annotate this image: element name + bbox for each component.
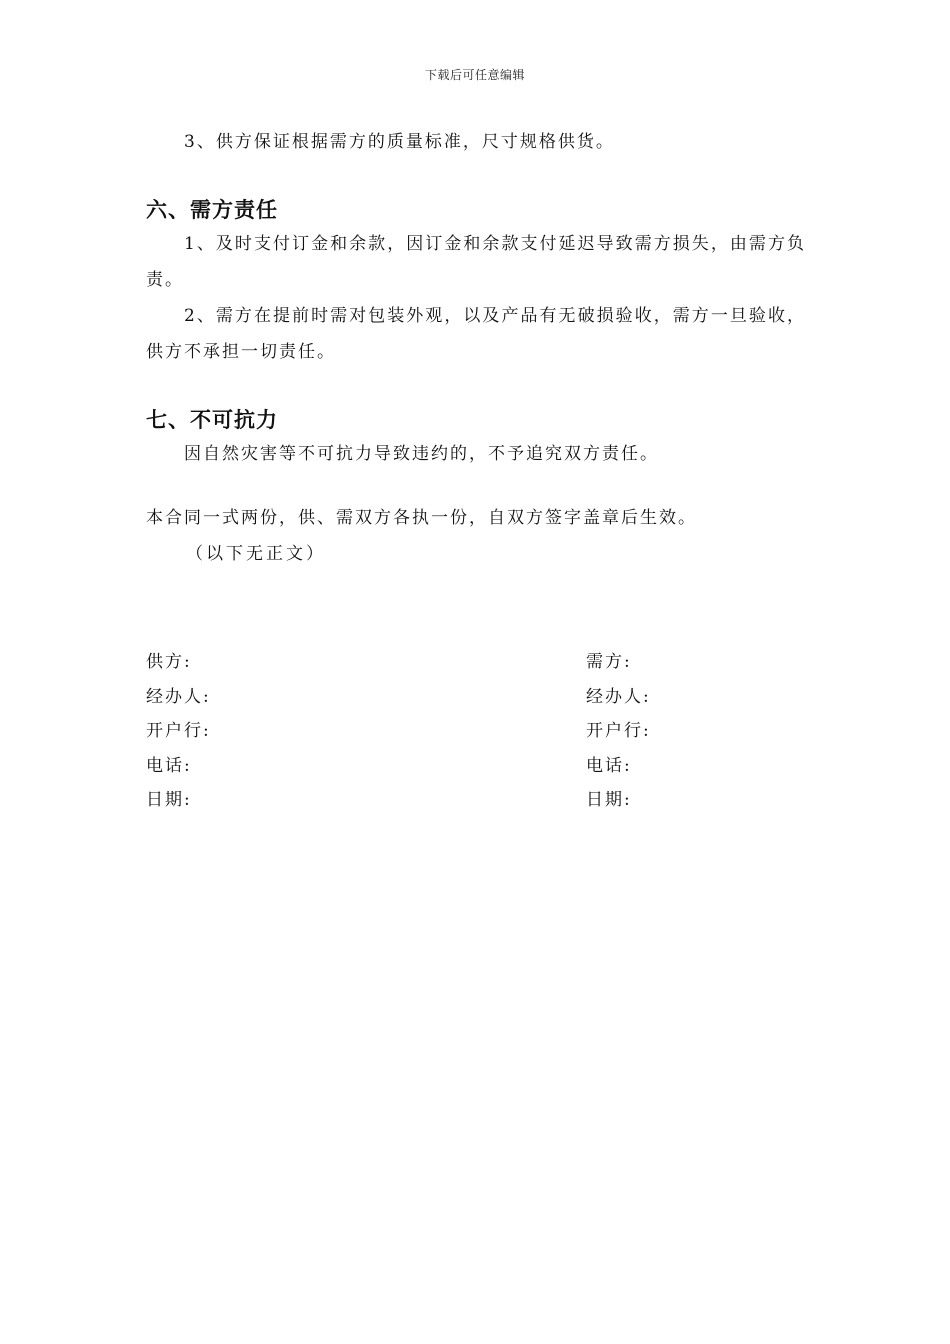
supplier-signature-column (146, 645, 211, 818)
spacer (146, 370, 806, 404)
clause-supplier-item-3: 3、供方保证根据需方的质量标准，尺寸规格供货。 (184, 132, 615, 152)
supplier-bank-label: 开户行: (146, 721, 211, 741)
buyer-bank-label: 开户行: (586, 721, 651, 741)
closing-statement: 本合同一式两份，供、需双方各执一份，自双方签字盖章后生效。 (146, 508, 697, 528)
page-header: 下载后可任意编辑 (424, 68, 525, 82)
spacer (146, 160, 806, 194)
buyer-party-label: 需方: (586, 652, 632, 672)
clause-buyer-item-1: 1、及时支付订金和余款，因订金和余款支付延迟导致需方损失，由需方负责。 (146, 234, 806, 290)
supplier-phone-label: 电话: (146, 755, 192, 776)
spacer (146, 472, 806, 500)
clause-buyer-item-2: 2、需方在提前时需对包装外观，以及产品有无破损验收，需方一旦验收，供方不承担一切责任。 (146, 306, 806, 362)
section-heading-buyer-responsibility: 六、需方责任 (146, 198, 278, 222)
section-heading-force-majeure: 七、不可抗力 (146, 408, 278, 432)
buyer-signature-column (586, 645, 651, 818)
buyer-agent-label: 经办人: (586, 686, 651, 707)
buyer-date-label: 日期: (586, 790, 632, 810)
contract-body (146, 124, 806, 572)
end-of-text-note: （以下无正文） (186, 544, 326, 564)
supplier-agent-label: 经办人: (146, 686, 211, 707)
supplier-party-label: 供方: (146, 652, 192, 672)
supplier-date-label: 日期: (146, 790, 192, 810)
clause-force-majeure: 因自然灾害等不可抗力导致违约的，不予追究双方责任。 (184, 444, 659, 464)
buyer-phone-label: 电话: (586, 755, 632, 776)
